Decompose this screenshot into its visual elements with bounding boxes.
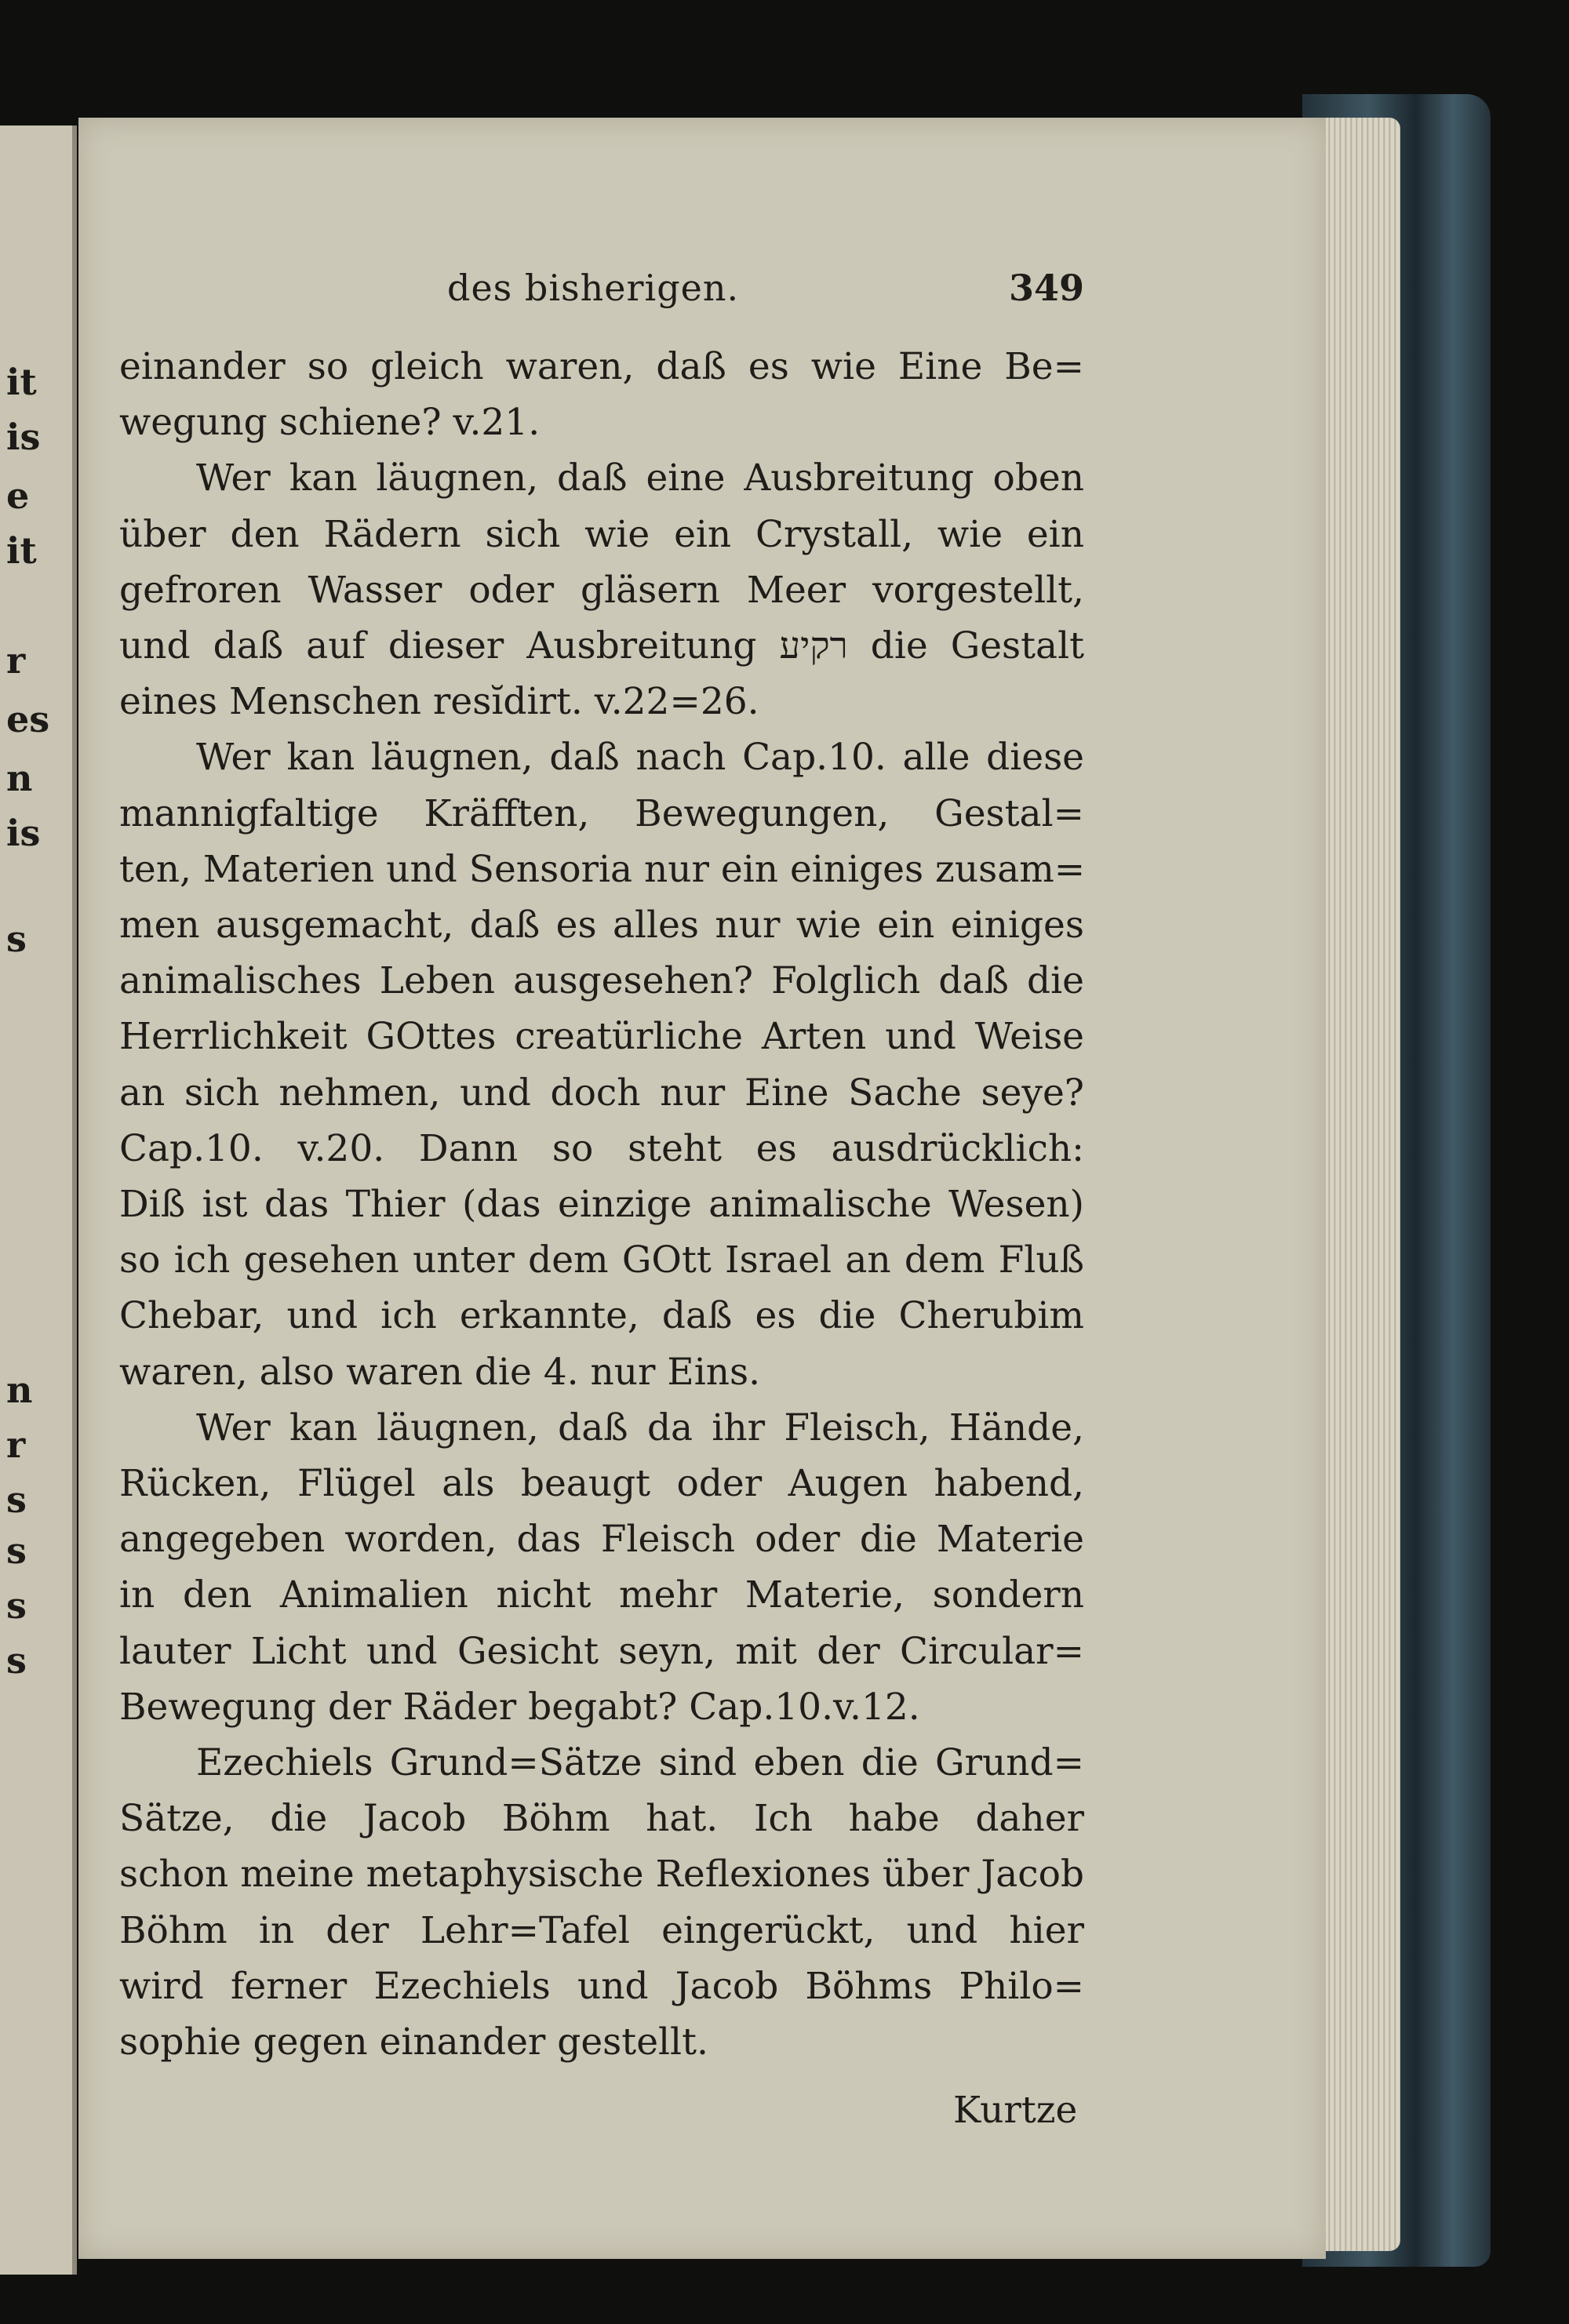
text-line: wird ferner Ezechiels und Jacob Böhms Philo=: [119, 1964, 1084, 2008]
text-line: Cap.10. v.20. Dann so steht es ausdrücklich:: [119, 1126, 1084, 1170]
text-line: ten, Materien und Sensoria nur ein einiges zusam=: [119, 847, 1086, 891]
text-line: Sätze, die Jacob Böhm hat. Ich habe daher: [119, 1797, 1084, 1841]
text-line: sophie gegen einander gestellt.: [119, 2020, 708, 2064]
paragraph: [119, 729, 1084, 1399]
text-line: eines Menschen resĭdirt. v.22=26.: [119, 680, 759, 724]
text-line: wegung schiene? v.21.: [119, 401, 541, 445]
text-line: in den Animalien nicht mehr Materie, sondern: [119, 1573, 1084, 1617]
text-line: Diß ist das Thier (das einzige animalische Wesen): [119, 1183, 1084, 1227]
text-line: und daß auf dieser Ausbreitung רקיע die Gestalt: [119, 624, 1084, 668]
left-margin-fragment: is: [6, 416, 41, 458]
text-line: schon meine metaphysische Reflexiones über Jacob: [119, 1853, 1084, 1897]
left-margin-fragment: s: [6, 1478, 27, 1521]
text-line: men ausgemacht, daß es alles nur wie ein einiges: [119, 904, 1084, 947]
text-line: Böhm in der Lehr=Tafel eingerückt, und hier: [119, 1908, 1084, 1952]
left-margin-fragment: it: [6, 361, 37, 403]
running-title: des bisherigen.: [447, 267, 740, 309]
text-line: waren, also waren die 4. nur Eins.: [119, 1350, 761, 1394]
paragraph: [119, 1400, 1084, 1735]
text-line: Wer kan läugnen, daß eine Ausbreitung oben: [196, 456, 1084, 500]
text-line: gefroren Wasser oder gläsern Meer vorgestellt,: [119, 568, 1084, 612]
left-margin-fragment: s: [6, 1584, 27, 1627]
text-column: [119, 267, 1084, 2070]
text-line: Bewegung der Räder begabt? Cap.10.v.12.: [119, 1685, 920, 1729]
text-line: Chebar, und ich erkannte, daß es die Cherubim: [119, 1294, 1084, 1338]
left-margin-fragment: is: [6, 812, 41, 854]
left-margin-fragment: r: [6, 639, 26, 682]
left-margin-fragment: n: [6, 1369, 33, 1411]
text-line: angegeben worden, das Fleisch oder die Materie: [119, 1518, 1084, 1562]
left-margin-fragment: r: [6, 1424, 26, 1466]
text-line: mannigfaltige Kräfften, Bewegungen, Gestal=: [119, 791, 1084, 835]
text-line: Rücken, Flügel als beaugt oder Augen habend,: [119, 1462, 1084, 1506]
left-margin-fragment: n: [6, 757, 33, 799]
left-margin-fragment: e: [6, 475, 30, 517]
text-line: lauter Licht und Gesicht seyn, mit der Circular=: [119, 1629, 1084, 1673]
page-number: 349: [1008, 267, 1084, 309]
text-line: so ich gesehen unter dem GOtt Israel an dem Fluß: [119, 1238, 1084, 1282]
left-page-fragment: [0, 125, 77, 2275]
left-margin-fragment: s: [6, 1639, 27, 1682]
catchword: Kurtze: [953, 2089, 1078, 2132]
text-line: Wer kan läugnen, daß nach Cap.10. alle diese: [196, 736, 1084, 780]
left-margin-fragment: es: [6, 698, 50, 740]
paragraph: [119, 1735, 1084, 2070]
text-line: Wer kan läugnen, daß da ihr Fleisch, Hände,: [196, 1406, 1084, 1449]
left-margin-fragment: s: [6, 918, 27, 960]
page-edges: [1314, 118, 1400, 2251]
text-line: einander so gleich waren, daß es wie Eine Be=: [119, 345, 1084, 388]
paragraph: [119, 339, 1084, 450]
text-line: Herrlichkeit GOttes creatürliche Arten und Weise: [119, 1015, 1084, 1059]
text-line: animalisches Leben ausgesehen? Folglich daß die: [119, 959, 1084, 1003]
text-line: über den Rädern sich wie ein Crystall, wie ein: [119, 512, 1084, 556]
left-margin-fragment: s: [6, 1529, 27, 1572]
paragraph: [119, 450, 1084, 729]
left-margin-fragment: it: [6, 529, 37, 572]
text-line: an sich nehmen, und doch nur Eine Sache seye?: [119, 1071, 1084, 1115]
body-text: [119, 339, 1084, 2070]
running-head: [119, 267, 1084, 329]
text-line: Ezechiels Grund=Sätze sind eben die Grund=: [196, 1741, 1084, 1785]
